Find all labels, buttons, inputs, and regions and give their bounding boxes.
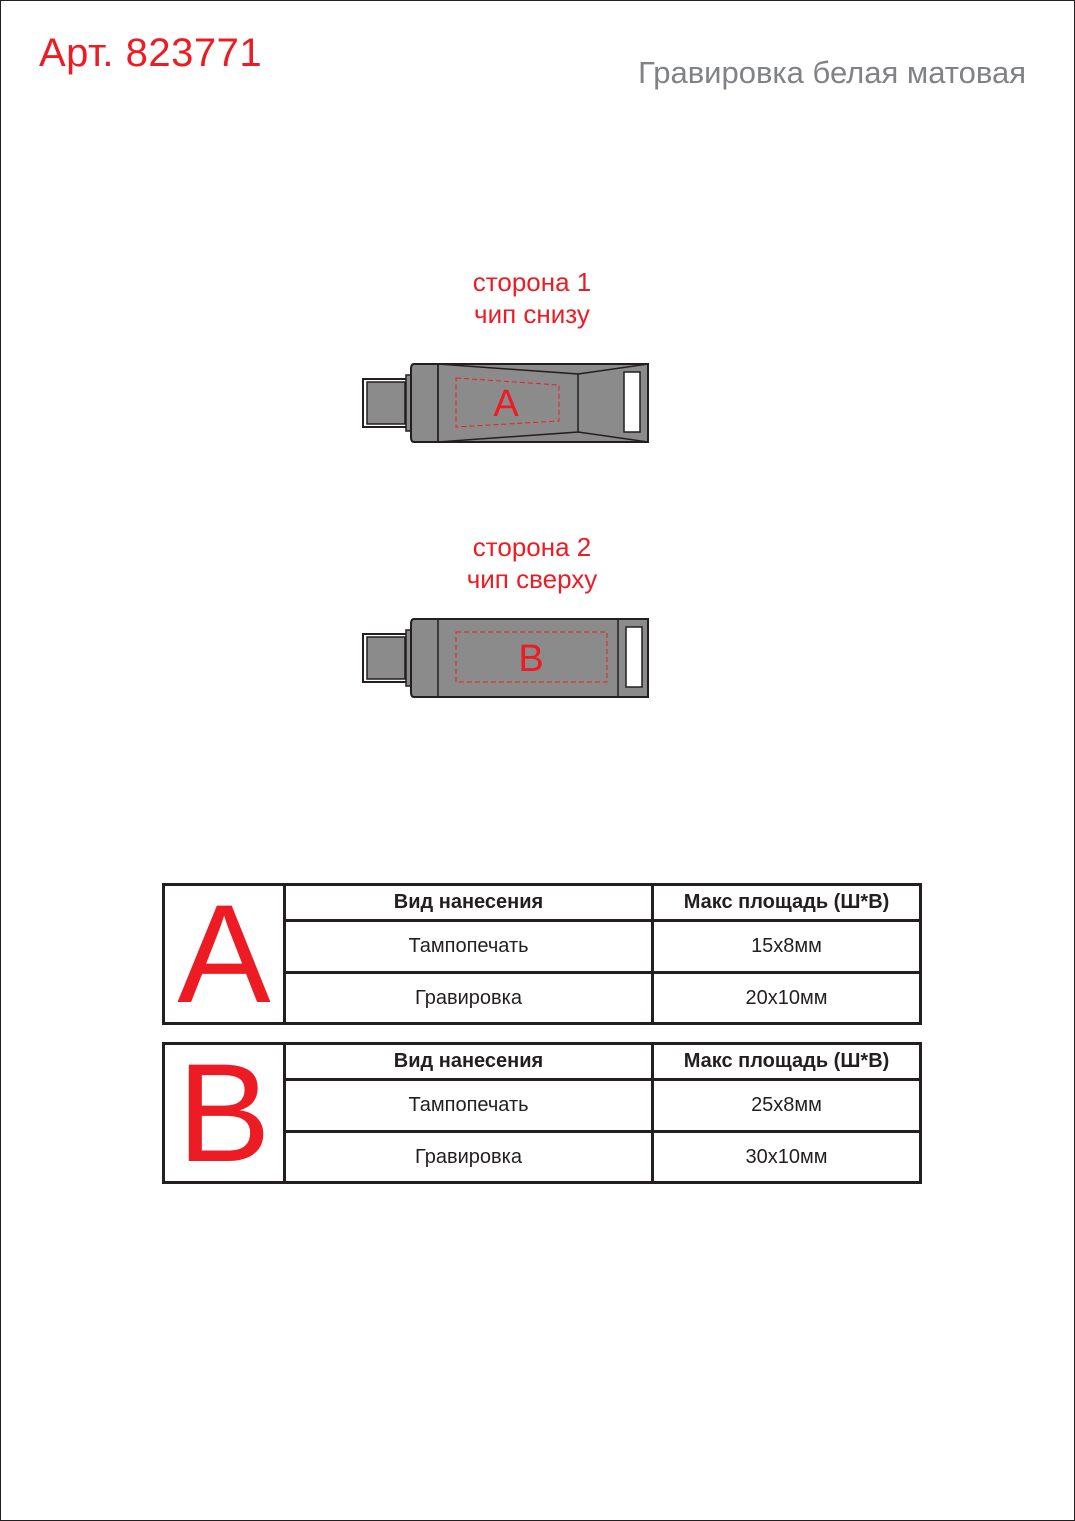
method-cell: Тампопечать xyxy=(286,1081,654,1133)
spec-table-b xyxy=(162,1034,922,1191)
column-header-max-area: Макс площадь (Ш*В) xyxy=(654,886,919,922)
column-header-method: Вид нанесения xyxy=(286,886,654,922)
area-cell: 20x10мм xyxy=(745,986,828,1009)
method-cell: Гравировка xyxy=(286,1133,654,1181)
usb-connector-plug xyxy=(367,637,405,679)
lanyard-slot xyxy=(624,372,640,432)
application-method-title: Гравировка белая матовая xyxy=(638,55,1026,90)
zone-b-marker: B xyxy=(518,638,544,680)
method-cell: Тампопечать xyxy=(286,922,654,974)
method-cell: Гравировка xyxy=(286,974,654,1022)
usb-drive-side-1 xyxy=(356,359,656,449)
side-2-label xyxy=(382,531,682,595)
side-1-chip-position: чип снизу xyxy=(474,299,590,329)
usb-connector-plug xyxy=(367,382,405,424)
area-cell: 30x10мм xyxy=(745,1145,828,1168)
side-2-chip-position: чип сверху xyxy=(466,564,598,594)
drive-body xyxy=(411,364,648,442)
side-1-label xyxy=(382,266,682,330)
column-header-max-area: Макс площадь (Ш*В) xyxy=(654,1045,919,1081)
lanyard-slot xyxy=(626,627,642,687)
zone-a-marker: A xyxy=(493,383,519,425)
article-number: Арт. 823771 xyxy=(39,31,263,75)
spec-table-a xyxy=(162,875,922,1032)
area-cell: 15x8мм xyxy=(654,922,919,974)
side-1-title: сторона 1 xyxy=(472,267,592,297)
zone-letter-b: B xyxy=(165,1045,286,1181)
zone-letter-a: A xyxy=(165,886,286,1022)
side-2-title: сторона 2 xyxy=(472,532,592,562)
column-header-method: Вид нанесения xyxy=(286,1045,654,1081)
usb-drive-side-2 xyxy=(356,614,656,704)
area-cell: 25x8мм xyxy=(654,1081,919,1133)
